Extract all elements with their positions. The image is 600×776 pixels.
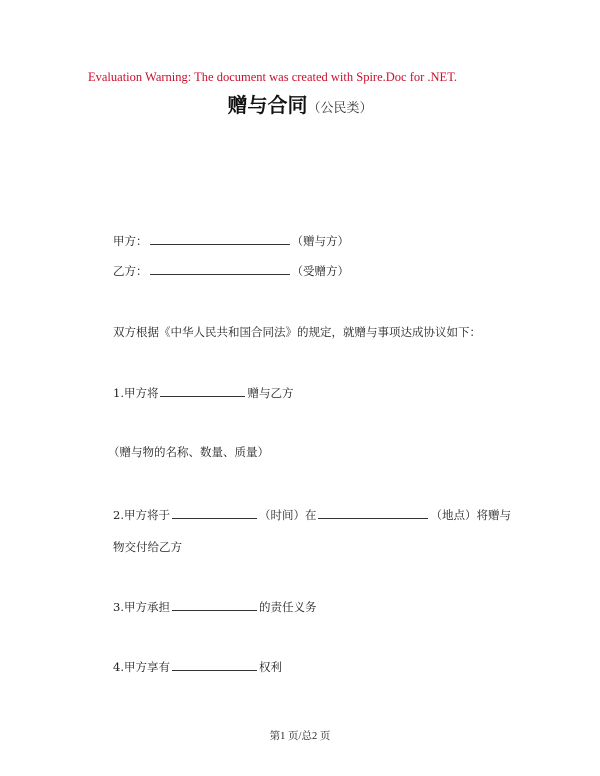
clause-2-time: （时间）在 <box>258 508 317 522</box>
clause-4-post: 权利 <box>258 660 282 674</box>
clause-2-place-blank[interactable] <box>318 506 428 519</box>
clause-1 <box>113 384 293 401</box>
party-b-blank[interactable] <box>150 262 290 275</box>
clause-1-pre: 1.甲方将 <box>113 386 159 400</box>
page-footer: 第1 页/总2 页 <box>269 731 331 742</box>
party-b-note: （受赠方） <box>291 264 349 278</box>
party-a-line <box>113 232 349 249</box>
clause-2 <box>113 506 511 523</box>
clause-2-time-blank[interactable] <box>172 506 257 519</box>
intro-paragraph: 双方根据《中华人民共和国合同法》的规定，就赠与事项达成协议如下： <box>113 325 481 339</box>
evaluation-warning: Evaluation Warning: The document was created with Spire.Doc for .NET. <box>88 70 458 84</box>
party-a-blank[interactable] <box>150 232 290 245</box>
party-a-note: （赠与方） <box>291 234 349 248</box>
clause-2-cont: 物交付给乙方 <box>113 540 182 554</box>
clause-2-pre: 2.甲方将于 <box>113 508 170 522</box>
clause-1-blank[interactable] <box>160 384 245 397</box>
document-title <box>0 89 600 118</box>
title-main: 赠与合同 <box>227 93 308 117</box>
party-a-label: 甲方： <box>113 234 148 248</box>
clause-1-note: （赠与物的名称、数量、质量） <box>108 445 269 459</box>
clause-3-post: 的责任义务 <box>258 600 317 614</box>
clause-2-place: （地点）将赠与 <box>430 508 511 522</box>
clause-3-pre: 3.甲方承担 <box>113 600 170 614</box>
clause-3-blank[interactable] <box>172 598 257 611</box>
clause-4-blank[interactable] <box>172 658 257 671</box>
clause-1-post: 赠与乙方 <box>247 386 294 400</box>
clause-3 <box>113 598 316 615</box>
party-b-line <box>113 262 349 279</box>
clause-4-pre: 4.甲方享有 <box>113 660 170 674</box>
party-b-label: 乙方： <box>113 264 148 278</box>
clause-4 <box>113 658 282 675</box>
title-sub: （公民类） <box>307 101 373 116</box>
